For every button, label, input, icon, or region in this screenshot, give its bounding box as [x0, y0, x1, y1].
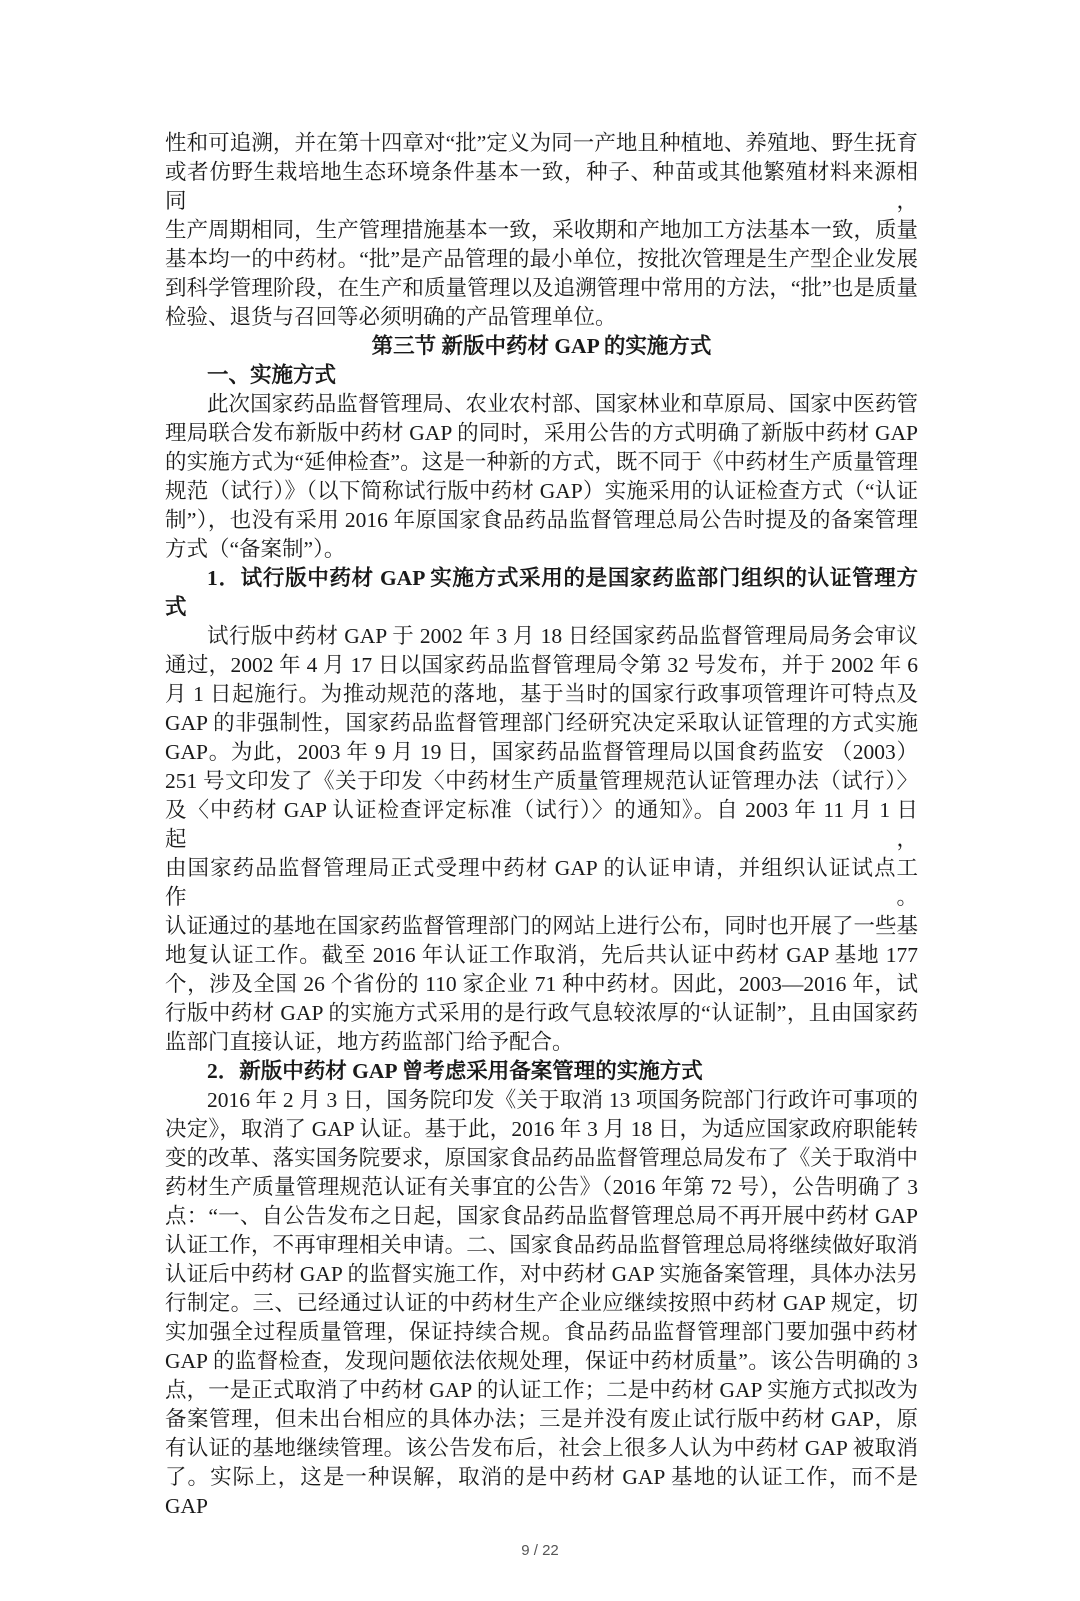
paragraph — [165, 1086, 918, 1521]
text-line: 2．新版中药材 GAP 曾考虑采用备案管理的实施方式 — [207, 1059, 703, 1083]
text-line: 行制定。三、已经通过认证的中药材生产企业应继续按照中药材 GAP 规定，切 — [165, 1291, 918, 1315]
text-line: 决定》，取消了 GAP 认证。基于此，2016 年 3 月 18 日，为适应国家政府职能转 — [165, 1117, 918, 1141]
subsection-heading — [165, 361, 918, 390]
text-line: 方式（“备案制”）。 — [165, 537, 346, 561]
text-line: GAP 的监督检查，发现问题依法依规处理，保证中药材质量”。该公告明确的 3 — [165, 1349, 918, 1373]
text-line: 认证后中药材 GAP 的监督实施工作，对中药材 GAP 实施备案管理，具体办法另 — [165, 1262, 918, 1286]
text-line: 的实施方式为“延伸检查”。这是一种新的方式，既不同于《中药材生产质量管理 — [165, 450, 918, 474]
text-line: 药材生产质量管理规范认证有关事宜的公告》（2016 年第 72 号），公告明确了 3 — [165, 1175, 918, 1199]
text-line: 行版中药材 GAP 的实施方式采用的是行政气息较浓厚的“认证制”，且由国家药 — [165, 1001, 918, 1025]
text-line: 251 号文印发了《关于印发〈中药材生产质量管理规范认证管理办法（试行）〉 — [165, 769, 918, 793]
paragraph — [165, 129, 918, 332]
text-line: 备案管理，但未出台相应的具体办法；三是并没有废止试行版中药材 GAP，原 — [165, 1407, 918, 1431]
text-line: 式 — [165, 595, 187, 619]
text-line: GAP 的非强制性，国家药品监督管理部门经研究决定采取认证管理的方式实施 — [165, 711, 918, 735]
text-line: 制”），也没有采用 2016 年原国家食品药品监督管理总局公告时提及的备案管理 — [165, 508, 918, 532]
text-line: 第三节 新版中药材 GAP 的实施方式 — [371, 334, 712, 358]
text-line: 生产周期相同，生产管理措施基本一致，采收期和产地加工方法基本一致，质量 — [165, 218, 918, 242]
text-line: 认证工作，不再审理相关申请。二、国家食品药品监督管理总局将继续做好取消 — [165, 1233, 918, 1257]
document-body — [165, 0, 918, 1521]
text-line: 1．试行版中药材 GAP 实施方式采用的是国家药监部门组织的认证管理方 — [207, 566, 918, 590]
text-line: 检验、退货与召回等必须明确的产品管理单位。 — [165, 305, 617, 329]
text-line: 监部门直接认证，地方药监部门给予配合。 — [165, 1030, 574, 1054]
text-line: 月 1 日起施行。为推动规范的落地，基于当时的国家行政事项管理许可特点及 — [165, 682, 918, 706]
text-line: 实加强全过程质量管理，保证持续合规。食品药品监督管理部门要加强中药材 — [165, 1320, 918, 1344]
text-line: 有认证的基地继续管理。该公告发布后，社会上很多人认为中药材 GAP 被取消 — [165, 1436, 918, 1460]
text-line: 一、实施方式 — [207, 363, 337, 387]
numbered-heading — [165, 564, 918, 622]
text-line: 或者仿野生栽培地生态环境条件基本一致，种子、种苗或其他繁殖材料来源相同， — [165, 160, 918, 213]
text-line: 了。实际上，这是一种误解，取消的是中药材 GAP 基地的认证工作，而不是 GAP — [165, 1465, 918, 1518]
text-line: 试行版中药材 GAP 于 2002 年 3 月 18 日经国家药品监督管理局局务会审议 — [207, 624, 918, 648]
section-title — [165, 332, 918, 361]
page-number: 9 / 22 — [521, 1542, 559, 1559]
text-line: 基本均一的中药材。“批”是产品管理的最小单位，按批次管理是生产型企业发展 — [165, 247, 918, 271]
text-line: GAP。为此，2003 年 9 月 19 日，国家药品监督管理局以国食药监安 （2003） — [165, 740, 918, 764]
text-line: 地复认证工作。截至 2016 年认证工作取消，先后共认证中药材 GAP 基地 177 — [165, 943, 918, 967]
text-line: 通过，2002 年 4 月 17 日以国家药品监督管理局令第 32 号发布，并于 2002 年 6 — [165, 653, 918, 677]
text-line: 变的改革、落实国务院要求，原国家食品药品监督管理总局发布了《关于取消中 — [165, 1146, 918, 1170]
text-line: 由国家药品监督管理局正式受理中药材 GAP 的认证申请，并组织认证试点工作。 — [165, 856, 918, 909]
text-line: 2016 年 2 月 3 日，国务院印发《关于取消 13 项国务院部门行政许可事项的 — [207, 1088, 918, 1112]
text-line: 个，涉及全国 26 个省份的 110 家企业 71 种中药材。因此，2003—2016 年，试 — [165, 972, 918, 996]
numbered-heading — [165, 1057, 918, 1086]
text-line: 理局联合发布新版中药材 GAP 的同时，采用公告的方式明确了新版中药材 GAP — [165, 421, 918, 445]
text-line: 认证通过的基地在国家药监督管理部门的网站上进行公布，同时也开展了一些基 — [165, 914, 918, 938]
text-line: 此次国家药品监督管理局、农业农村部、国家林业和草原局、国家中医药管 — [207, 392, 918, 416]
paragraph — [165, 390, 918, 564]
text-line: 到科学管理阶段，在生产和质量管理以及追溯管理中常用的方法，“批”也是质量 — [165, 276, 918, 300]
text-line: 点，一是正式取消了中药材 GAP 的认证工作；二是中药材 GAP 实施方式拟改为 — [165, 1378, 918, 1402]
text-line: 及〈中药材 GAP 认证检查评定标准（试行）〉的通知》。自 2003 年 11 月 1 日起， — [165, 798, 918, 851]
text-line: 点：“一、自公告发布之日起，国家食品药品监督管理总局不再开展中药材 GAP — [165, 1204, 918, 1228]
text-line: 性和可追溯，并在第十四章对“批”定义为同一产地且种植地、养殖地、野生抚育 — [165, 131, 918, 155]
paragraph — [165, 622, 918, 1057]
text-line: 规范（试行）》（以下简称试行版中药材 GAP）实施采用的认证检查方式（“认证 — [165, 479, 918, 503]
